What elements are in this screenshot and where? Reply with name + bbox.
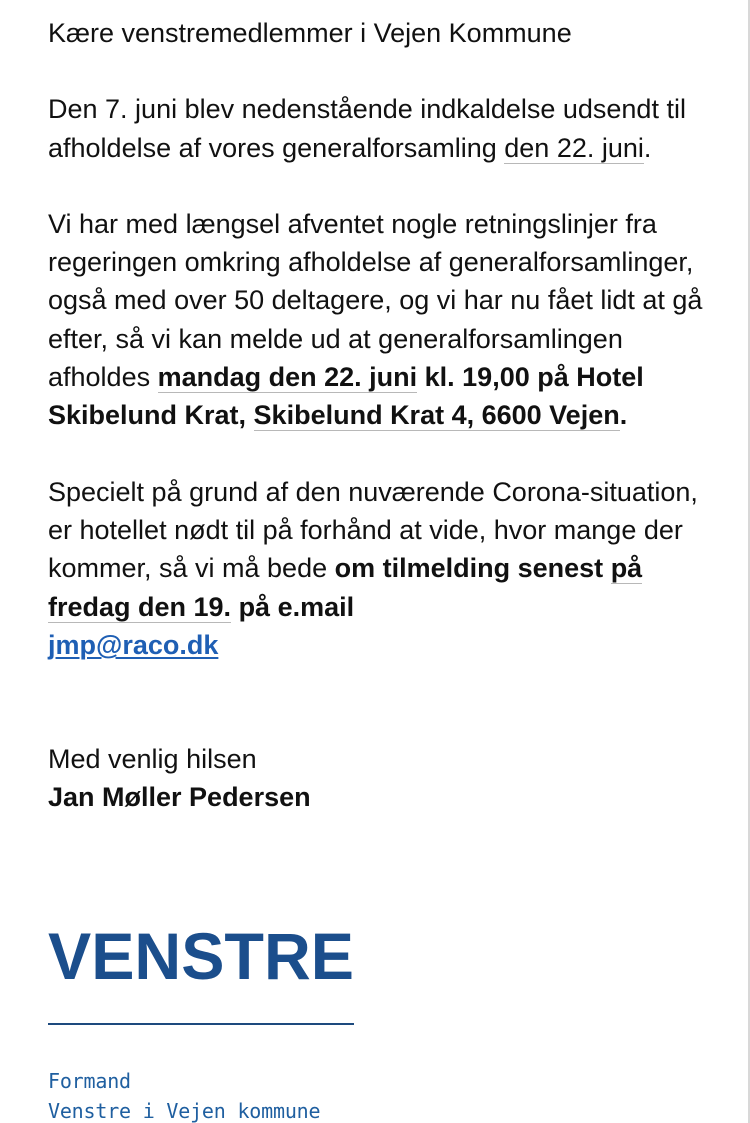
meeting-time-place: kl. 19,00 på Hotel Skibelund Krat, [48, 362, 644, 431]
signoff: Med venlig hilsen [48, 744, 257, 775]
footer-role: Formand [48, 1069, 131, 1093]
date-link-monday[interactable]: mandag den 22. juni [157, 362, 418, 393]
punctuation: . [643, 132, 652, 163]
email-link[interactable]: jmp@raco.dk [48, 629, 219, 660]
paragraph-registration [48, 473, 710, 664]
greeting: Kære venstremedlemmer i Vejen Kommune [48, 18, 572, 48]
date-link-22-june[interactable]: den 22. juni [504, 132, 644, 163]
venstre-logo [48, 926, 358, 986]
date-link-deadline[interactable]: på fredag den 19. [48, 553, 643, 622]
registration-email-label: på e.mail [231, 591, 355, 622]
registration-request: om tilmelding senest [334, 553, 611, 584]
footer-organization: Venstre i Vejen kommune [48, 1099, 321, 1123]
signature-divider [48, 1023, 354, 1025]
venstre-logo-graphic [48, 926, 358, 986]
paragraph-guidelines [48, 205, 710, 435]
signature-footer [48, 1066, 320, 1123]
paragraph-guidelines-text: Vi har med længsel afventet nogle retningslinjer fra regeringen omkring afholdelse af generalforsamlinger, også med over 50 deltagere, og vi har nu fået lidt at gå efter, så vi kan melde ud at generalforsamlingen afholdes [48, 208, 703, 393]
paragraph-invitation [48, 90, 710, 167]
paragraph-invitation-text: Den 7. juni blev nedenstående indkaldelse udsendt til afholdelse af vores generalforsamling [48, 94, 686, 163]
paragraph-registration-text: Specielt på grund af den nuværende Corona-situation, er hotellet nødt til på forhånd at vide, hvor mange der kommer, så vi må bede [48, 476, 698, 584]
venstre-logo-text: VENSTRE [48, 926, 354, 986]
signer-name: Jan Møller Pedersen [48, 782, 311, 813]
address-link[interactable]: Skibelund Krat 4, 6600 Vejen [253, 400, 620, 431]
punctuation: . [619, 400, 628, 431]
